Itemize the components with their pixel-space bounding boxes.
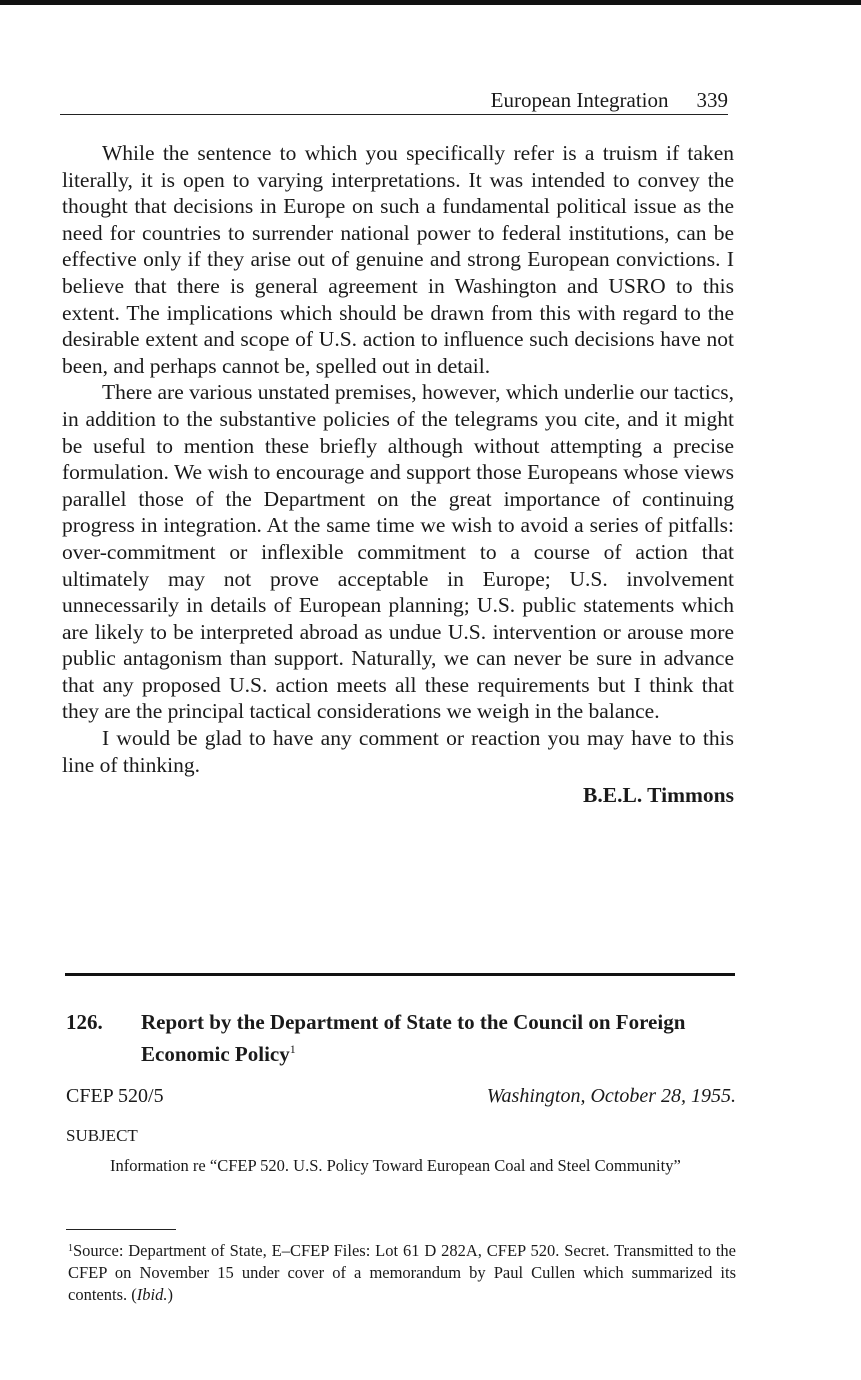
footnote-text: Source: Department of State, E–CFEP Files: Lot 61 D 282A, CFEP 520. Secret. Transmitted to the CFEP on November 15 under cover of a memorandum by Paul Cullen which summarized its contents. (	[68, 1241, 736, 1304]
running-head	[60, 86, 728, 115]
running-head-title: European Integration	[490, 88, 669, 112]
document-meta	[66, 1082, 736, 1110]
footnote-marker: 1	[68, 1243, 73, 1254]
paragraph-1: While the sentence to which you specifically refer is a truism if taken literally, it is open to varying interpretations. It was intended to convey the thought that decisions in Europe on such a fundamental political issue as the need for countries to surrender national power to federal institutions, can be effective only if they arise out of genuine and strong European convictions. I believe that there is general agreement in Washington and USRO to this extent. The implications which should be drawn from this with regard to the desirable extent and scope of U.S. action to influence such decisions have not been, and perhaps cannot be, spelled out in detail.	[62, 141, 734, 378]
footnote	[68, 1238, 736, 1306]
paragraph-3: I would be glad to have any comment or reaction you may have to this line of thinking.	[62, 726, 734, 777]
document-number: 126.	[66, 1010, 103, 1034]
page-number: 339	[696, 88, 728, 112]
file-number: CFEP 520/5	[66, 1085, 164, 1107]
footnote-ibid: Ibid.	[136, 1285, 168, 1304]
footnote-close: )	[167, 1285, 173, 1304]
footnote-reference[interactable]: 1	[289, 1042, 296, 1056]
document-heading	[66, 1009, 736, 1068]
footnote-divider	[66, 1229, 176, 1230]
place-date: Washington, October 28, 1955.	[486, 1085, 736, 1107]
section-divider	[65, 973, 735, 976]
letter-body	[62, 140, 734, 809]
document-title-wrap	[141, 1009, 736, 1068]
subject-label: SUBJECT	[66, 1126, 138, 1145]
paragraph-2: There are various unstated premises, however, which underlie our tactics, in addition to the substantive policies of the telegrams you cite, and it might be useful to mention these briefly although without attempting a precise formulation. We wish to encourage and support those Europeans whose views parallel those of the Department on the great importance of continuing progress in integration. At the same time we wish to avoid a series of pitfalls: over-commitment or inflexible commitment to a course of action that ultimately may not prove acceptable in Europe; U.S. involvement unnecessarily in details of European planning; U.S. public statements which are likely to be interpreted abroad as undue U.S. intervention or arouse more public antagonism than support. Naturally, we can never be sure in advance that any proposed U.S. action meets all these requirements but I think that they are the principal tactical considerations we weigh in the balance.	[62, 380, 734, 724]
page-top-border	[0, 0, 861, 5]
document-title: Report by the Department of State to the Council on Foreign Economic Policy	[141, 1010, 686, 1066]
signature: B.E.L. Timmons	[583, 783, 734, 808]
subject-text: Information re “CFEP 520. U.S. Policy Toward European Coal and Steel Community”	[110, 1156, 681, 1175]
